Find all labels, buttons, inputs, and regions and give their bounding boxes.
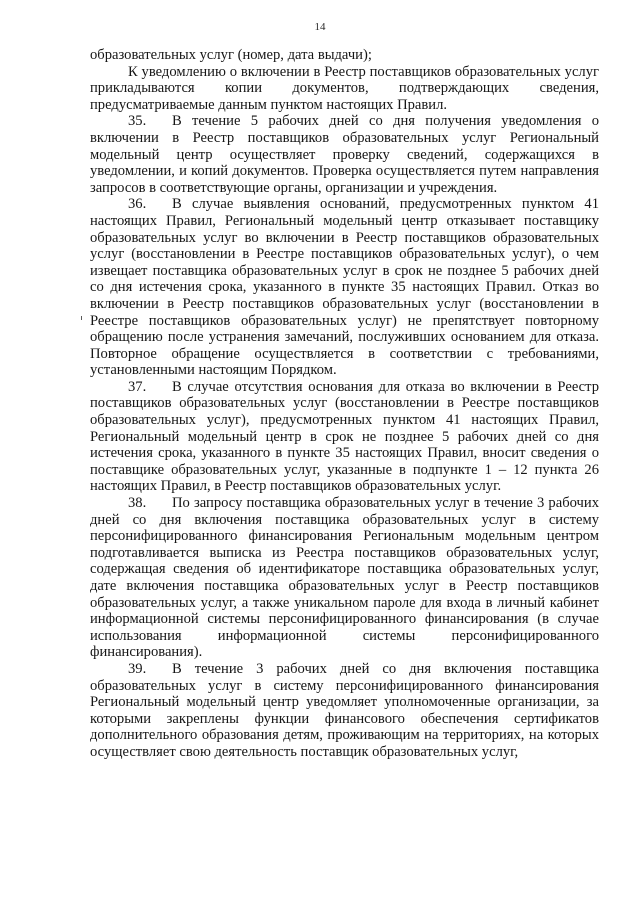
paragraph-text: В течение 3 рабочих дней со дня включения поставщика образовательных услуг в систему персонифицированного финансирования Региональный модельный центр уведомляет уполномоченные организации, за которыми закреплены функции финансового обеспечения сертификатов дополнительного образования детям, проживающим на территориях, на которых осуществляет свою деятельность поставщик образовательных услуг, xyxy=(90,660,599,760)
page-number: 14 xyxy=(314,21,326,33)
paragraph-36 xyxy=(90,196,599,379)
scan-artifact xyxy=(81,316,82,320)
paragraph-text: В случае выявления оснований, предусмотренных пунктом 41 настоящих Правил, Региональный модельный центр отказывает поставщику образовательных услуг во включении в Реестр поставщиков образовательных услуг (восстановлении в Реестре поставщиков образовательных услуг), о чем извещает поставщика образовательных услуг в срок не позднее 5 рабочих дней со дня истечения срока, указанного в пункте 35 настоящих Правил. Отказ во включении в Реестр поставщиков образовательных услуг (восстановлении в Реестре поставщиков образовательных услуг) не препятствует повторному обращению после устранения замечаний, послуживших основанием для отказа. Повторное обращение осуществляется в соответствии с требованиями, установленными настоящим Порядком. xyxy=(90,196,599,379)
paragraph-number: 37. xyxy=(128,378,147,395)
paragraph-number: 35. xyxy=(128,113,147,130)
paragraph-text: образовательных услуг (номер, дата выдачи); xyxy=(90,47,372,63)
paragraph-38 xyxy=(90,495,599,661)
paragraph-text: По запросу поставщика образовательных услуг в течение 3 рабочих дней со дня включения поставщика образовательных услуг в систему персонифицированного финансирования Региональным модельным центром подготавливается выписка из Реестра поставщиков образовательных услуг, содержащая сведения об идентификаторе поставщика образовательных услуг, дате включения поставщика образовательных услуг в Реестр поставщиков образовательных услуг, а также уникальном пароле для входа в личный кабинет информационной системы персонифицированного финансирования (в случае использования информационной системы персонифицированного финансирования). xyxy=(90,495,599,661)
paragraph-continuation xyxy=(90,47,599,64)
paragraph-number: 39. xyxy=(128,660,147,677)
paragraph-number: 36. xyxy=(128,196,147,213)
paragraph-number: 38. xyxy=(128,495,147,512)
paragraph-text: В случае отсутствия основания для отказа во включении в Реестр поставщиков образовательных услуг (восстановлении в Реестре поставщиков образовательных услуг), предусмотренных пунктом 41 настоящих Правил, Региональный модельный центр в срок не позднее 5 рабочих дней со дня истечения срока, указанного в пункте 35 настоящих Правил, вносит сведения о поставщике образовательных услуг, указанные в подпункте 1 – 12 пункта 26 настоящих Правил, в Реестр поставщиков образовательных услуг. xyxy=(90,378,599,495)
paragraph-39 xyxy=(90,661,599,761)
paragraph-text: В течение 5 рабочих дней со дня получения уведомления о включении в Реестр поставщиков образовательных услуг Региональный модельный центр осуществляет проверку сведений, содержащихся в уведомлении, и копий документов. Проверка осуществляется путем направления запросов в соответствующие органы, организации и учреждения. xyxy=(90,113,599,196)
paragraph-35 xyxy=(90,113,599,196)
paragraph-text: К уведомлению о включении в Реестр поставщиков образовательных услуг прикладываются копии документов, подтверждающих сведения, предусматриваемые данным пунктом настоящих Правил. xyxy=(90,63,599,113)
paragraph-37 xyxy=(90,379,599,495)
document-body xyxy=(90,47,599,761)
paragraph-attachments xyxy=(90,64,599,114)
